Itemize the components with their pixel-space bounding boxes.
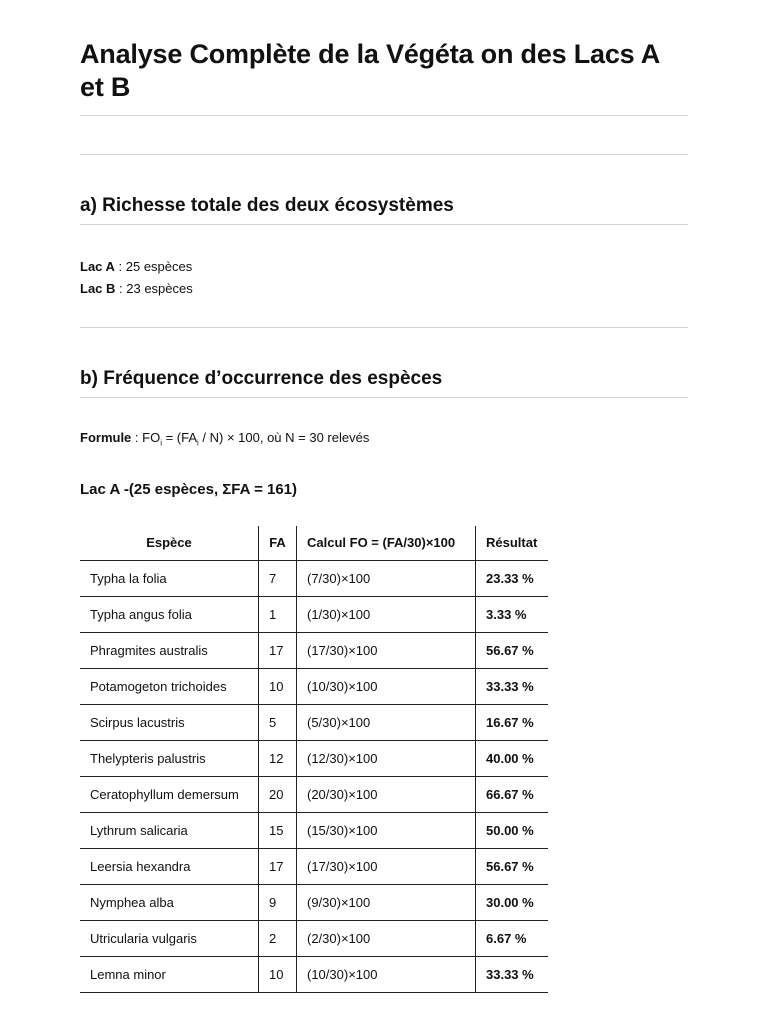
cell-fa: 12 [259,740,297,776]
section-b-heading: b) Fréquence d’occurrence des espèces [80,368,443,389]
table-row [80,776,548,812]
formula-text: = (FA [161,430,198,445]
section-a-heading: a) Richesse totale des deux écosystèmes [80,195,454,216]
cell-result: 33.33 % [476,956,549,992]
table-row [80,812,548,848]
table-row [80,704,548,740]
cell-fa: 9 [259,884,297,920]
cell-calc: (2/30)×100 [297,920,476,956]
table-row [80,884,548,920]
lac-a-value: : 25 espèces [114,259,193,274]
cell-calc: (7/30)×100 [297,560,476,596]
cell-calc: (10/30)×100 [297,668,476,704]
cell-calc: (15/30)×100 [297,812,476,848]
formula-line [80,428,688,454]
cell-result: 3.33 % [476,596,549,632]
cell-calc: (17/30)×100 [297,848,476,884]
table-row [80,560,548,596]
cell-species: Thelypteris palustris [80,740,259,776]
divider [80,115,688,116]
formula-label: Formule [80,430,132,445]
formula-subscript: i [197,438,199,448]
lac-a-label: Lac A [80,259,115,274]
cell-result: 30.00 % [476,884,549,920]
lac-a-table-heading: Lac A -(25 espèces, ΣFA = 161) [80,480,298,498]
divider [80,327,688,328]
cell-calc: (1/30)×100 [297,596,476,632]
cell-species: Lemna minor [80,956,259,992]
cell-calc: (12/30)×100 [297,740,476,776]
table-row [80,920,548,956]
cell-calc: (5/30)×100 [297,704,476,740]
page-title: Analyse Complète de la Végéta on des Lacs A et B [80,39,660,102]
formula-text: : FO [131,430,161,445]
cell-fa: 17 [259,848,297,884]
col-header-calc: Calcul FO = (FA/30)×100 [297,526,476,561]
lac-b-richness [80,278,688,300]
cell-result: 23.33 % [476,560,549,596]
col-header-species: Espèce [80,526,259,561]
cell-calc: (17/30)×100 [297,632,476,668]
cell-result: 16.67 % [476,704,549,740]
cell-species: Utricularia vulgaris [80,920,259,956]
cell-result: 56.67 % [476,632,549,668]
formula-text: / N) × 100, où N = 30 relevés [198,430,370,445]
table-row [80,740,548,776]
col-header-fa: FA [259,526,297,561]
cell-calc: (20/30)×100 [297,776,476,812]
cell-species: Phragmites australis [80,632,259,668]
frequency-table [80,526,548,993]
table-body [80,560,548,992]
cell-result: 50.00 % [476,812,549,848]
cell-species: Lythrum salicaria [80,812,259,848]
cell-species: Leersia hexandra [80,848,259,884]
cell-species: Potamogeton trichoides [80,668,259,704]
divider [80,397,688,398]
cell-result: 40.00 % [476,740,549,776]
cell-result: 66.67 % [476,776,549,812]
lac-a-richness [80,256,688,278]
cell-species: Nymphea alba [80,884,259,920]
cell-fa: 20 [259,776,297,812]
table-header-row [80,526,548,561]
cell-fa: 5 [259,704,297,740]
table-row [80,668,548,704]
cell-fa: 10 [259,668,297,704]
lac-b-value: : 23 espèces [115,281,193,296]
divider [80,224,688,225]
cell-fa: 17 [259,632,297,668]
cell-fa: 15 [259,812,297,848]
cell-fa: 10 [259,956,297,992]
cell-calc: (10/30)×100 [297,956,476,992]
table-row [80,596,548,632]
species-richness [80,256,688,300]
divider [80,154,688,155]
col-header-result: Résultat [476,526,549,561]
table-row [80,632,548,668]
cell-fa: 2 [259,920,297,956]
cell-result: 6.67 % [476,920,549,956]
cell-result: 33.33 % [476,668,549,704]
cell-species: Typha la folia [80,560,259,596]
formula-subscript: i [160,438,162,448]
cell-calc: (9/30)×100 [297,884,476,920]
cell-species: Scirpus lacustris [80,704,259,740]
lac-b-label: Lac B [80,281,116,296]
cell-fa: 1 [259,596,297,632]
cell-species: Ceratophyllum demersum [80,776,259,812]
table-row [80,848,548,884]
cell-result: 56.67 % [476,848,549,884]
cell-species: Typha angus folia [80,596,259,632]
cell-fa: 7 [259,560,297,596]
table-row [80,956,548,992]
